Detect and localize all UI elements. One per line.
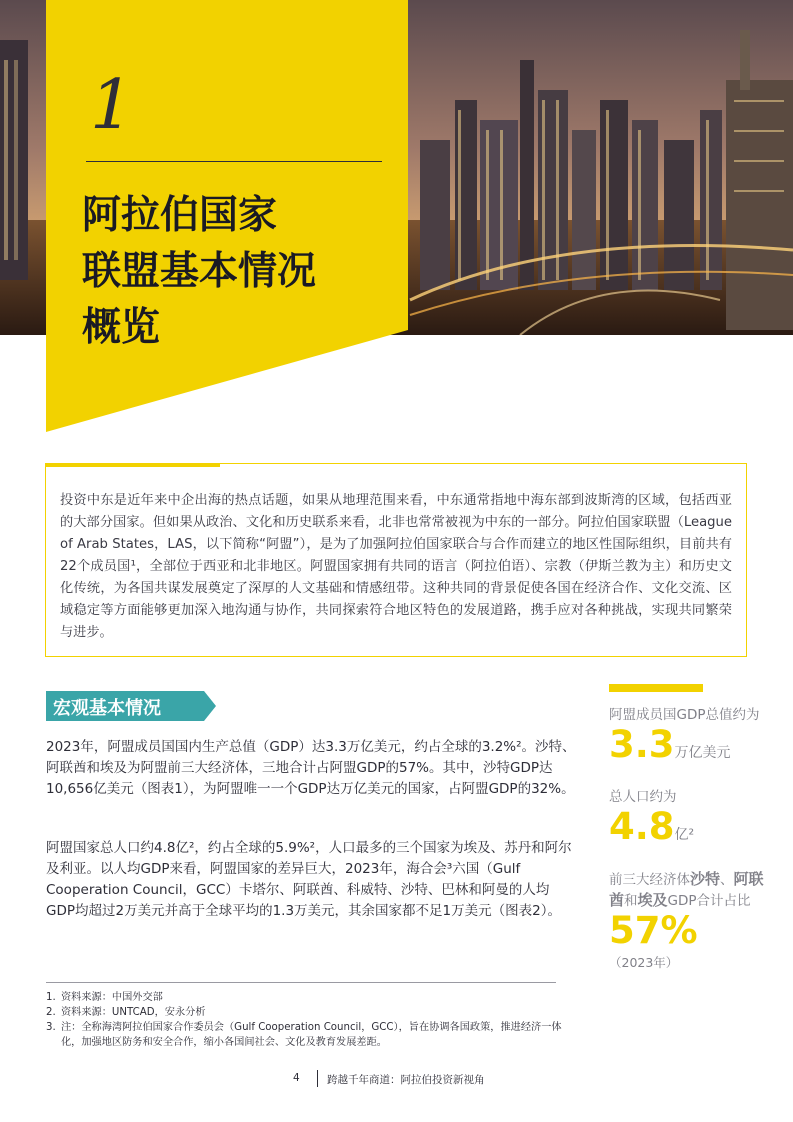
chapter-number: 1: [90, 66, 134, 145]
intro-box: [45, 463, 747, 657]
stat-top3-label: 前三大经济体沙特、阿联酋和埃及GDP合计占比: [609, 870, 764, 909]
chapter-title-line: 概览: [82, 305, 161, 350]
stat-pop-value: [609, 807, 769, 855]
stat-top3-value: 57%: [609, 909, 698, 952]
intro-text: 投资中东是近年来中企出海的热点话题，如果从地理范围来看，中东通常指地中海东部到波斯湾的区域，包括西亚的大部分国家。但如果从政治、文化和历史联系来看，北非也常常被视为中东的一部分。阿拉伯国家联盟（League of Arab States，LAS，以下简称“阿盟”），是为了加强阿拉伯国家联合与合作而建立的地区性国际组织，目前共有22个成员国¹，全部位于西亚和北非地区。阿盟国家拥有共同的语言（阿拉伯语）、宗教（伊斯兰教为主）和历史文化传统，为各国共谋发展奠定了深厚的人文基础和情感纽带。这种共同的背景促使各国在经济合作、文化交流、区域稳定等方面能够更加深入地沟通与协作，共同探索符合地区特色的发展道路，携手应对各种挑战，实现共同繁荣与进步。: [60, 493, 732, 640]
body-paragraph: 2023年，阿盟成员国国内生产总值（GDP）达3.3万亿美元，约占全球的3.2%²。沙特、阿联酋和埃及为阿盟前三大经济体，三地合计占阿盟GDP的57%。其中，沙特GDP达10,656亿美元（图表1），为阿盟唯一一个GDP达万亿美元的国家，占阿盟GDP的32%。: [46, 739, 576, 797]
chapter-title-line: 联盟基本情况: [82, 249, 317, 294]
chapter-title-line: 阿拉伯国家: [82, 193, 278, 238]
footnote-divider: [46, 982, 556, 983]
page-number: 4: [293, 1072, 300, 1084]
stat-pop-label: 总人口约为: [609, 789, 677, 805]
stat-pop-unit: 亿²: [674, 827, 695, 843]
stat-gdp-number: 3.3: [609, 723, 675, 766]
stat-gdp-unit: 万亿美元: [674, 745, 731, 761]
chapter-title: [82, 188, 402, 356]
footer-publication-title: 跨越千年商道：阿拉伯投资新视角: [327, 1074, 485, 1086]
footnotes: [46, 990, 566, 1050]
footnote-item: 3. 注：全称海湾阿拉伯国家合作委员会（Gulf Cooperation Council，GCC），旨在协调各国政策，推进经济一体化，加强地区防务和安全合作，缩小各国间社会、文化及教育发展差距。: [46, 1022, 562, 1048]
key-stats-sidebar: [609, 684, 769, 971]
footnote-item: 2. 资料来源：UNTCAD，安永分析: [46, 1007, 206, 1018]
intro-accent-bar: [45, 463, 220, 467]
stat-pop-number: 4.8: [609, 805, 675, 848]
footnote-item: 1. 资料来源：中国外交部: [46, 992, 163, 1003]
stat-gdp-label: 阿盟成员国GDP总值约为: [609, 707, 760, 723]
footer-separator: [317, 1070, 318, 1087]
stat-top3-note: （2023年）: [609, 955, 679, 970]
stat-gdp-value: [609, 725, 769, 773]
chapter-divider: [86, 161, 382, 162]
body-paragraph: 阿盟国家总人口约4.8亿²，约占全球的5.9%²，人口最多的三个国家为埃及、苏丹和阿尔及利亚。以人均GDP来看，阿盟国家的差异巨大，2023年，海合会³六国（Gulf Cooperation Council，GCC）卡塔尔、阿联酋、科威特、沙特、巴林和阿曼的人均GDP均超过2万美元并高于全球平均的1.3万美元，其余国家都不足1万美元（图表2）。: [46, 840, 572, 919]
section-heading-label: 宏观基本情况: [53, 698, 161, 719]
stats-accent-bar: [609, 684, 703, 692]
